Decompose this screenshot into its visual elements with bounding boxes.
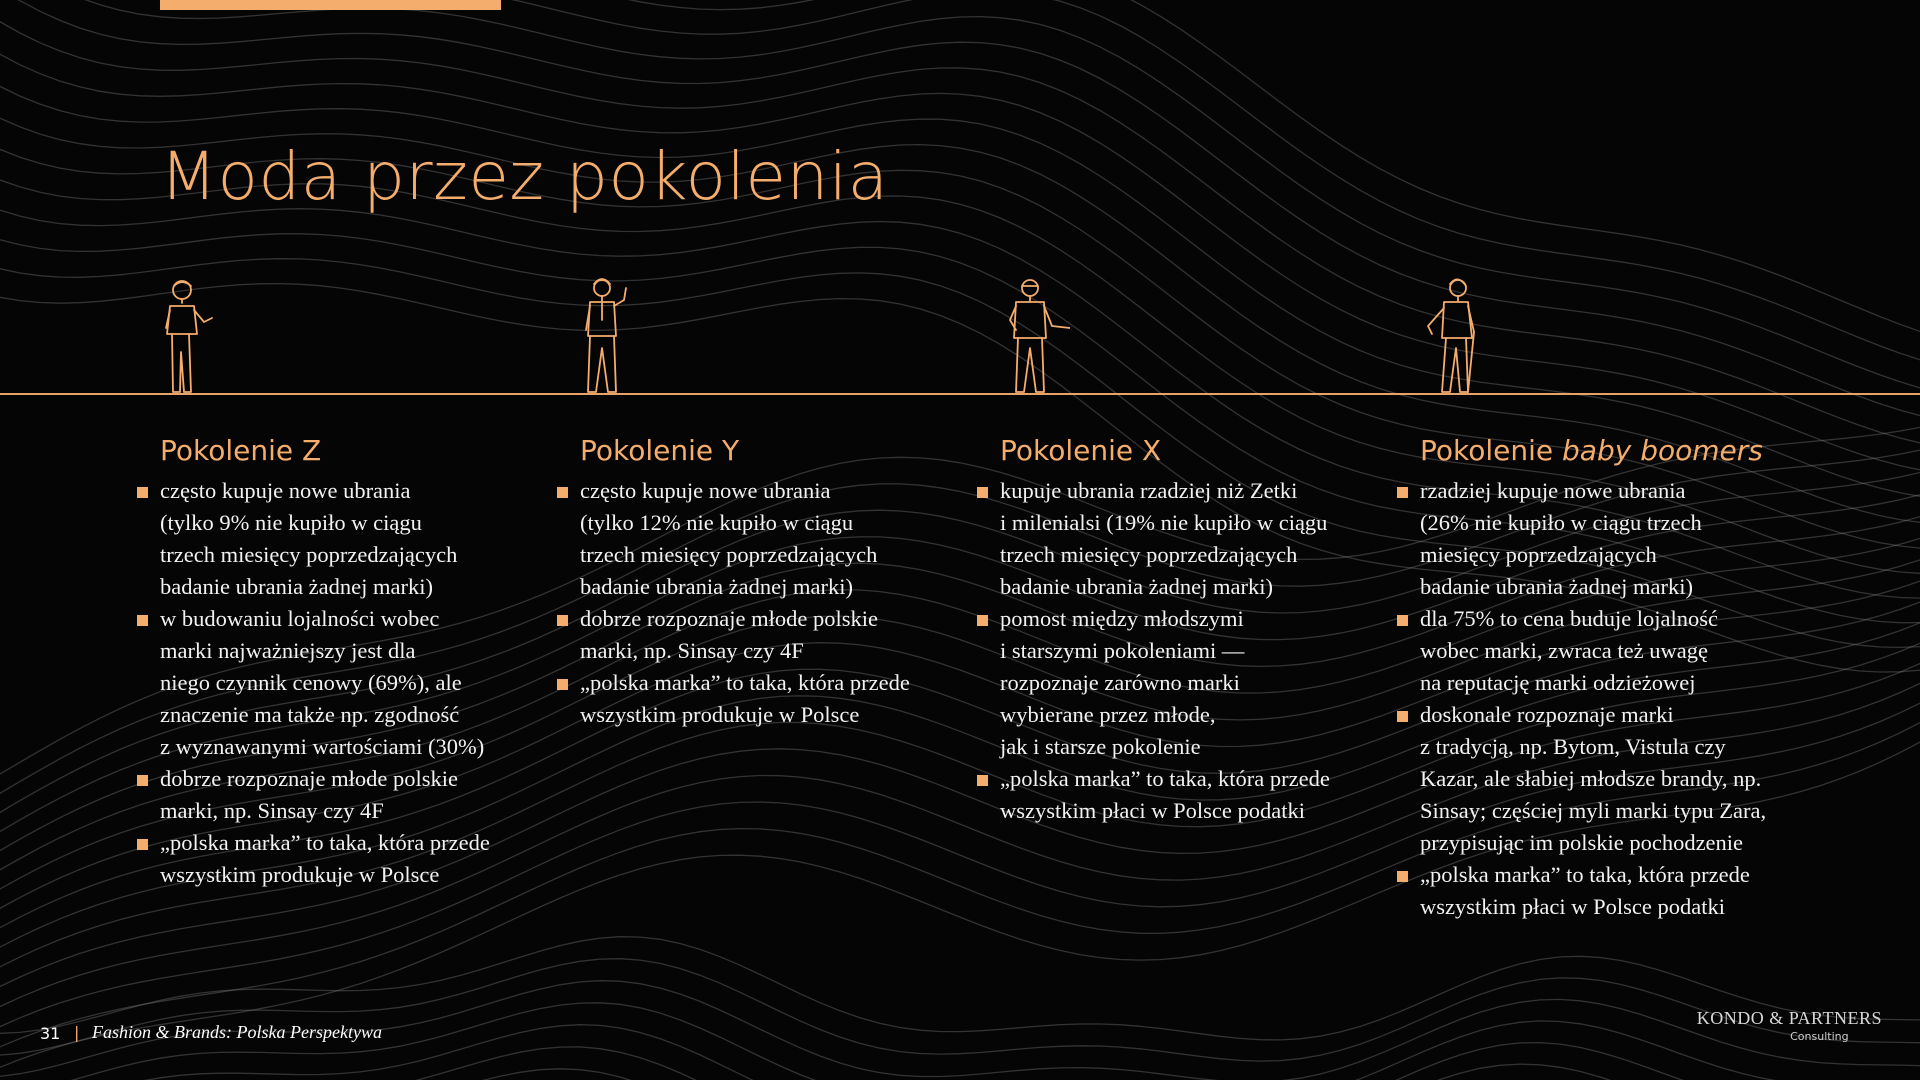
- list-item: „polska marka” to taka, która przede wszystkim produkuje w Polsce: [580, 667, 980, 731]
- list-item: kupuje ubrania rzadziej niż Zetki i milenialsi (19% nie kupiło w ciągu trzech miesięcy poprzedzających badanie ubrania żadnej marki): [1000, 475, 1400, 603]
- child-figure-icon: [160, 276, 220, 396]
- list-item: często kupuje nowe ubrania (tylko 12% nie kupiło w ciągu trzech miesięcy poprzedzających badanie ubrania żadnej marki): [580, 475, 980, 603]
- list-item: „polska marka” to taka, która przede wszystkim płaci w Polsce podatki: [1000, 763, 1400, 827]
- elderly-figure-with-cane-icon: [1418, 276, 1478, 396]
- list-item: „polska marka” to taka, która przede wszystkim produkuje w Polsce: [160, 827, 560, 891]
- young-adult-figure-icon: [578, 276, 638, 396]
- baby-boomers-heading-emphasis: baby boomers: [1562, 434, 1763, 467]
- generation-z-heading: Pokolenie Z: [160, 434, 322, 467]
- baby-boomers-heading: [1420, 434, 1840, 467]
- baby-boomers-column: [1420, 434, 1840, 923]
- footer-separator: |: [74, 1023, 80, 1042]
- list-item: w budowaniu lojalności wobec marki najważniejszy jest dla niego czynnik cenowy (69%), ale znaczenie ma także np. zgodność z wyznawanymi wartościami (30%): [160, 603, 560, 763]
- publication-title: Fashion & Brands: Polska Perspektywa: [92, 1022, 382, 1042]
- generation-y-column: [580, 434, 980, 731]
- generation-y-heading: Pokolenie Y: [580, 434, 740, 467]
- timeline-line: [0, 393, 1920, 395]
- list-item: dla 75% to cena buduje lojalność wobec marki, zwraca też uwagę na reputację marki odzieżowej: [1420, 603, 1840, 699]
- list-item: „polska marka” to taka, która przede wszystkim płaci w Polsce podatki: [1420, 859, 1840, 923]
- generation-x-bullets: [1000, 475, 1400, 827]
- generation-y-bullets: [580, 475, 980, 731]
- baby-boomers-heading-prefix: Pokolenie: [1420, 434, 1563, 467]
- baby-boomers-bullets: [1420, 475, 1840, 923]
- middle-aged-figure-icon: [1000, 276, 1070, 396]
- page-number: 31: [40, 1024, 61, 1043]
- company-logo: [1697, 1008, 1882, 1043]
- list-item: doskonale rozpoznaje marki z tradycją, np. Bytom, Vistula czy Kazar, ale słabiej młodsze brandy, np. Sinsay; częściej myli marki typu Zara, przypisując im polskie pochodzenie: [1420, 699, 1840, 859]
- logo-subtitle: Consulting: [1790, 1030, 1849, 1043]
- generation-x-heading: Pokolenie X: [1000, 434, 1162, 467]
- list-item: rzadziej kupuje nowe ubrania (26% nie kupiło w ciągu trzech miesięcy poprzedzających badanie ubrania żadnej marki): [1420, 475, 1840, 603]
- logo-name: KONDO & PARTNERS: [1696, 1008, 1882, 1028]
- list-item: dobrze rozpoznaje młode polskie marki, np. Sinsay czy 4F: [160, 763, 560, 827]
- page-title: Moda przez pokolenia: [160, 138, 889, 215]
- accent-top-bar: [160, 0, 501, 10]
- list-item: często kupuje nowe ubrania (tylko 9% nie kupiło w ciągu trzech miesięcy poprzedzających badanie ubrania żadnej marki): [160, 475, 560, 603]
- generation-z-column: [160, 434, 560, 891]
- generation-x-column: [1000, 434, 1400, 827]
- list-item: dobrze rozpoznaje młode polskie marki, np. Sinsay czy 4F: [580, 603, 980, 667]
- generation-z-bullets: [160, 475, 560, 891]
- list-item: pomost między młodszymi i starszymi pokoleniami — rozpoznaje zarówno marki wybierane przez młode, jak i starsze pokolenie: [1000, 603, 1400, 763]
